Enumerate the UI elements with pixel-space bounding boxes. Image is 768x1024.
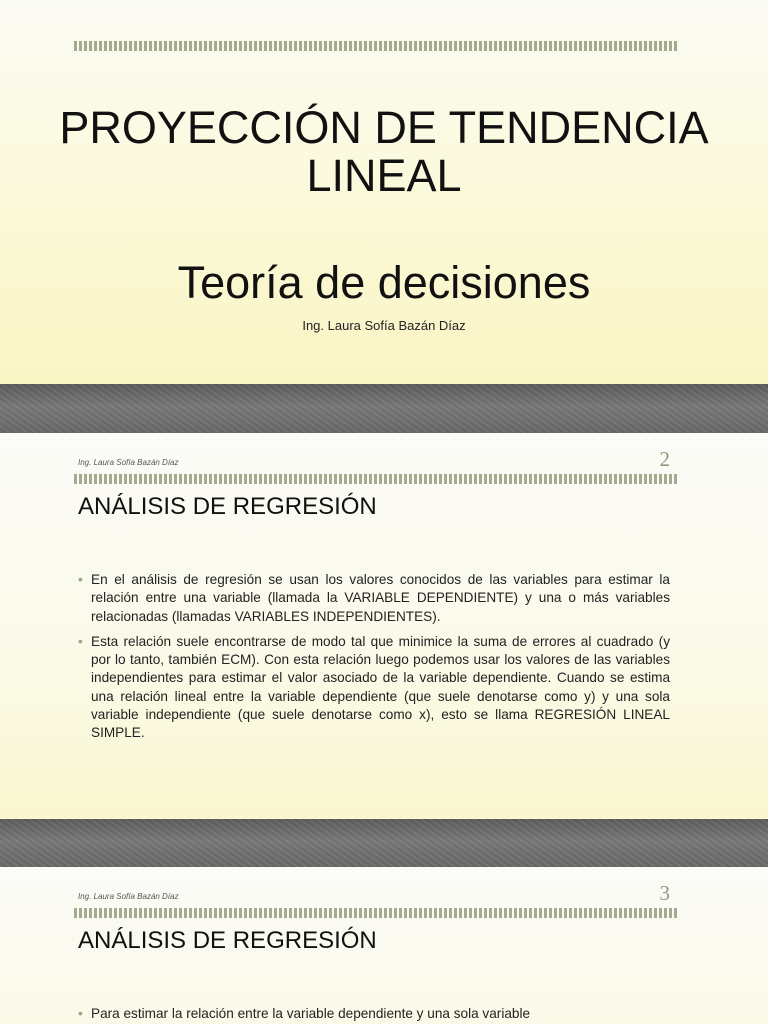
slide-separator [0, 384, 768, 433]
slide-title: ANÁLISIS DE REGRESIÓN [78, 493, 377, 520]
bullet-icon: • [78, 1006, 83, 1021]
bullet-icon: • [78, 572, 83, 587]
bullet-list [78, 571, 670, 750]
author-name: Ing. Laura Sofía Bazán Díaz [302, 318, 466, 333]
slide-separator [0, 819, 768, 867]
slide-title: ANÁLISIS DE REGRESIÓN [78, 927, 377, 954]
decorative-stripe [74, 908, 678, 918]
bullet-icon: • [78, 633, 83, 649]
slide-header-author: Ing. Laura Sofía Bazán Díaz [78, 892, 179, 901]
slide-header-author: Ing. Laura Sofía Bazán Díaz [78, 458, 179, 467]
bullet-text: Esta relación suele encontrarse de modo tal que minimice la suma de errores al cuadrado (y por lo tanto, también ECM). Con esta relación luego podemos usar los valores de las variables independientes para estimar el valor asociado de la variable dependiente. Cuando se estima una relación lineal entre la variable dependiente (que suele denotarse como y) y una sola variable independiente (que suele denotarse como x), esto se llama REGRESIÓN LINEAL SIMPLE. [91, 633, 670, 741]
slide-3 [0, 867, 768, 1024]
slide-2 [0, 433, 768, 819]
decorative-stripe [74, 41, 678, 51]
page-number: 3 [659, 881, 670, 905]
list-item [78, 571, 670, 626]
bullet-text: Para estimar la relación entre la variable dependiente y una sola variable [91, 1006, 531, 1021]
list-item [78, 633, 670, 743]
presentation-subtitle: Teoría de decisiones [177, 257, 591, 308]
list-item [78, 1005, 670, 1023]
bullet-list [78, 1005, 670, 1024]
slide-title [0, 0, 768, 384]
title-line-2: LINEAL [306, 150, 462, 201]
page-number: 2 [659, 447, 670, 471]
title-line-1: PROYECCIÓN DE TENDENCIA [59, 102, 709, 153]
decorative-stripe [74, 474, 678, 484]
bullet-text: En el análisis de regresión se usan los valores conocidos de las variables para estimar la relación entre una variable (llamada la VARIABLE DEPENDIENTE) y una o más variables relacionadas (llamadas VARIABLES INDEPENDIENTES). [91, 572, 670, 624]
presentation-title [0, 104, 768, 200]
